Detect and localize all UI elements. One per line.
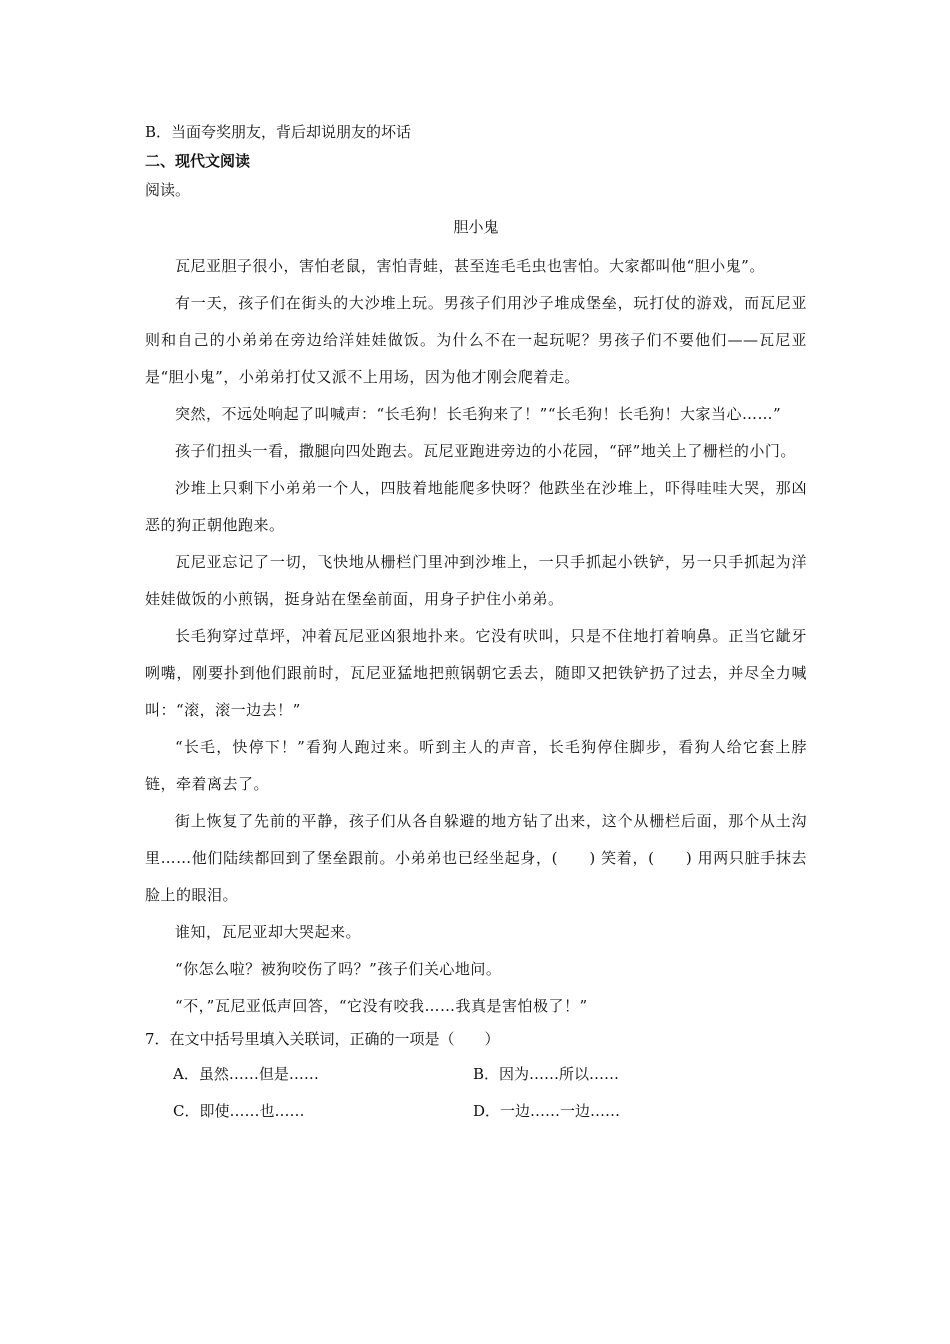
section-heading: 二、现代文阅读 (145, 152, 251, 170)
story-paragraph: 长毛狗穿过草坪，冲着瓦尼亚凶狠地扑来。它没有吠叫，只是不住地打着响鼻。正当它龇牙咧嘴，刚要扑到他们跟前时，瓦尼亚猛地把煎锅朝它丢去，随即又把铁铲扔了过去，并尽全力喊叫：“滚，滚一边去！” (145, 627, 807, 719)
story-paragraph: 沙堆上只剩下小弟弟一个人，四肢着地能爬多快呀？他跌坐在沙堆上，吓得哇哇大哭，那凶恶的狗正朝他跑来。 (145, 479, 807, 534)
story-paragraph: 谁知，瓦尼亚却大哭起来。 (175, 923, 362, 941)
question-7: 7．在文中括号里填入关联词，正确的一项是（ ） (145, 1030, 500, 1048)
story-paragraph: 瓦尼亚忘记了一切，飞快地从栅栏门里冲到沙堆上，一只手抓起小铁铲，另一只手抓起为洋娃娃做饭的小煎锅，挺身站在堡垒前面，用身子护住小弟弟。 (145, 553, 807, 608)
option-c[interactable]: C．即使……也…… (173, 1102, 305, 1120)
story-paragraph: 街上恢复了先前的平静，孩子们从各自躲避的地方钻了出来，这个从栅栏后面，那个从土沟里……他们陆续都回到了堡垒跟前。小弟弟也已经坐起身，( ) 笑着，( ) 用两只脏手抹去脸上的眼泪。 (145, 812, 807, 904)
story-paragraph: “长毛，快停下！”看狗人跑过来。听到主人的声音，长毛狗停住脚步，看狗人给它套上脖链，牵着离去了。 (145, 738, 807, 793)
option-d[interactable]: D．一边……一边…… (473, 1102, 621, 1120)
previous-option-b: B．当面夸奖朋友，背后却说朋友的坏话 (145, 123, 412, 141)
story-paragraph: 有一天，孩子们在街头的大沙堆上玩。男孩子们用沙子堆成堡垒，玩打仗的游戏，而瓦尼亚则和自己的小弟弟在旁边给洋娃娃做饭。为什么不在一起玩呢？男孩子们不要他们——瓦尼亚是“胆小鬼”，小弟弟打仗又派不上用场，因为他才刚会爬着走。 (145, 294, 807, 386)
story-title: 胆小鬼 (453, 218, 499, 236)
story-body (145, 248, 807, 1025)
question-7-options (173, 1060, 807, 1126)
option-a[interactable]: A．虽然……但是…… (173, 1065, 319, 1083)
reading-instruction: 阅读。 (145, 181, 191, 199)
story-paragraph: “不，”瓦尼亚低声回答，“它没有咬我……我真是害怕极了！” (175, 997, 588, 1015)
story-paragraph: “你怎么啦？被狗咬伤了吗？”孩子们关心地问。 (175, 960, 502, 978)
story-paragraph: 突然，不远处响起了叫喊声：“长毛狗！长毛狗来了！”“长毛狗！长毛狗！大家当心……” (175, 405, 782, 423)
story-paragraph: 孩子们扭头一看，撒腿向四处跑去。瓦尼亚跑进旁边的小花园，“砰”地关上了栅栏的小门。 (175, 442, 796, 460)
story-paragraph: 瓦尼亚胆子很小，害怕老鼠，害怕青蛙，甚至连毛毛虫也害怕。大家都叫他“胆小鬼”。 (175, 257, 765, 275)
document-page (145, 118, 807, 1126)
option-b[interactable]: B．因为……所以…… (473, 1065, 620, 1083)
